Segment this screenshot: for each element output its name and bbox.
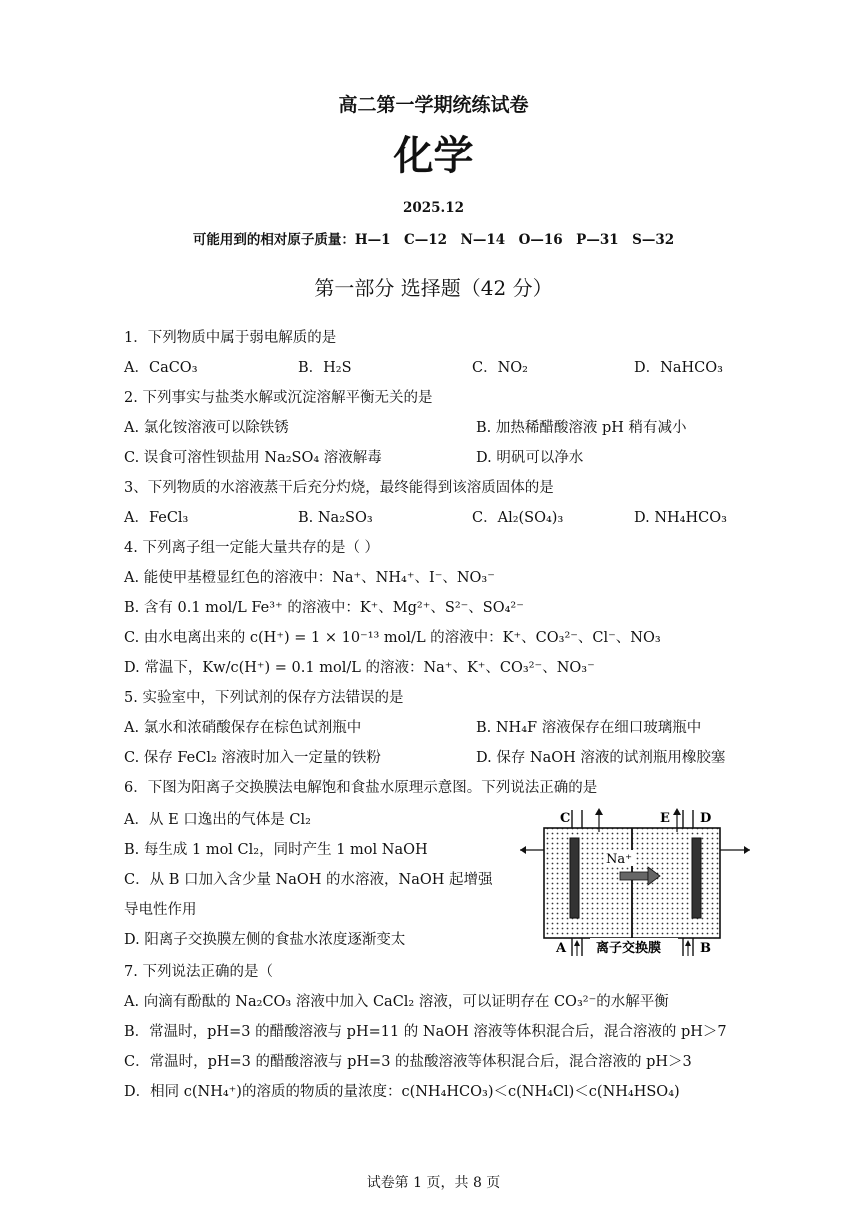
- atomic-masses: 可能用到的相对原子质量：H—1 C—12 N—14 O—16 P—31 S—32: [192, 232, 675, 248]
- q7-stem: 7. 下列说法正确的是（: [124, 964, 273, 980]
- q2-option-c: C. 误食可溶性钡盐用 Na₂SO₄ 溶液解毒: [124, 450, 382, 466]
- electrolysis-cell-diagram: [520, 806, 752, 956]
- port-c-label: C: [560, 811, 571, 826]
- subject-title: 化学: [393, 132, 474, 179]
- q1-option-a: A．CaCO₃: [124, 360, 198, 376]
- q4-stem: 4. 下列离子组一定能大量共存的是（ ）: [124, 540, 380, 556]
- q7-option-d: D．相同 c(NH₄⁺)的溶质的物质的量浓度：c(NH₄HCO₃)＜c(NH₄Cl)＜c(NH₄HSO₄): [124, 1084, 680, 1100]
- q4-option-d: D. 常温下，Kw/c(H⁺) = 0.1 mol/L 的溶液：Na⁺、K⁺、CO₃²⁻、NO₃⁻: [124, 660, 595, 676]
- q7-option-b: B．常温时，pH=3 的醋酸溶液与 pH=11 的 NaOH 溶液等体积混合后，混合溶液的 pH＞7: [124, 1024, 727, 1040]
- port-a-label: A: [556, 941, 567, 956]
- exam-date: 2025.12: [402, 200, 465, 216]
- q5-option-c: C. 保存 FeCl₂ 溶液时加入一定量的铁粉: [124, 750, 381, 766]
- right-electrode: [692, 838, 701, 918]
- left-electrode: [570, 838, 579, 918]
- q3-option-d: D. NH₄HCO₃: [634, 510, 727, 526]
- exam-title: 高二第一学期统练试卷: [338, 94, 529, 116]
- q4-option-c: C. 由水电离出来的 c(H⁺) = 1 × 10⁻¹³ mol/L 的溶液中：K⁺、CO₃²⁻、Cl⁻、NO₃: [124, 630, 661, 646]
- q1-option-c: C．NO₂: [472, 360, 528, 376]
- na-ion-label: Na⁺: [606, 852, 632, 867]
- q7-option-a: A. 向滴有酚酞的 Na₂CO₃ 溶液中加入 CaCl₂ 溶液，可以证明存在 CO₃²⁻的水解平衡: [124, 994, 669, 1010]
- page-footer: 试卷第 1 页，共 8 页: [366, 1175, 501, 1191]
- q3-stem: 3、下列物质的水溶液蒸干后充分灼烧，最终能得到该溶质固体的是: [124, 480, 554, 496]
- port-e-label: E: [660, 811, 670, 826]
- q4-option-a: A. 能使甲基橙显红色的溶液中：Na⁺、NH₄⁺、I⁻、NO₃⁻: [124, 570, 495, 586]
- section-title: 第一部分 选择题（42 分）: [314, 276, 553, 300]
- q2-option-d: D. 明矾可以净水: [476, 450, 584, 466]
- q6-option-d: D. 阳离子交换膜左侧的食盐水浓度逐渐变太: [124, 932, 406, 948]
- q5-option-a: A. 氯水和浓硝酸保存在棕色试剂瓶中: [124, 720, 362, 736]
- q6-option-a: A．从 E 口逸出的气体是 Cl₂: [124, 812, 311, 828]
- q6-option-b: B. 每生成 1 mol Cl₂，同时产生 1 mol NaOH: [124, 842, 428, 858]
- port-b-label: B: [700, 941, 711, 956]
- q3-option-b: B. Na₂SO₃: [298, 510, 373, 526]
- q1-stem: 1．下列物质中属于弱电解质的是: [124, 330, 337, 346]
- q6-option-c-continued: 导电性作用: [124, 902, 197, 918]
- q3-option-c: C．Al₂(SO₄)₃: [472, 510, 564, 526]
- q5-option-d: D. 保存 NaOH 溶液的试剂瓶用橡胶塞: [476, 750, 726, 766]
- q4-option-b: B. 含有 0.1 mol/L Fe³⁺ 的溶液中：K⁺、Mg²⁺、S²⁻、SO₄²⁻: [124, 600, 524, 616]
- q7-option-c: C．常温时，pH=3 的醋酸溶液与 pH=3 的盐酸溶液等体积混合后，混合溶液的 pH＞3: [124, 1054, 692, 1070]
- q2-option-a: A. 氯化铵溶液可以除铁锈: [124, 420, 289, 436]
- port-d-label: D: [700, 811, 712, 826]
- q6-stem: 6．下图为阳离子交换膜法电解饱和食盐水原理示意图。下列说法正确的是: [124, 780, 598, 796]
- na-migration-arrow-icon: [620, 872, 648, 880]
- q5-stem: 5. 实验室中，下列试剂的保存方法错误的是: [124, 690, 404, 706]
- q2-option-b: B. 加热稀醋酸溶液 pH 稍有减小: [476, 420, 687, 436]
- membrane-label: 离子交换膜: [596, 941, 662, 956]
- q2-stem: 2. 下列事实与盐类水解或沉淀溶解平衡无关的是: [124, 390, 433, 406]
- q3-option-a: A．FeCl₃: [124, 510, 189, 526]
- q6-option-c: C．从 B 口加入含少量 NaOH 的水溶液，NaOH 起增强: [124, 872, 493, 888]
- q1-option-d: D．NaHCO₃: [634, 360, 723, 376]
- q1-option-b: B．H₂S: [298, 360, 352, 376]
- q5-option-b: B. NH₄F 溶液保存在细口玻璃瓶中: [476, 720, 702, 736]
